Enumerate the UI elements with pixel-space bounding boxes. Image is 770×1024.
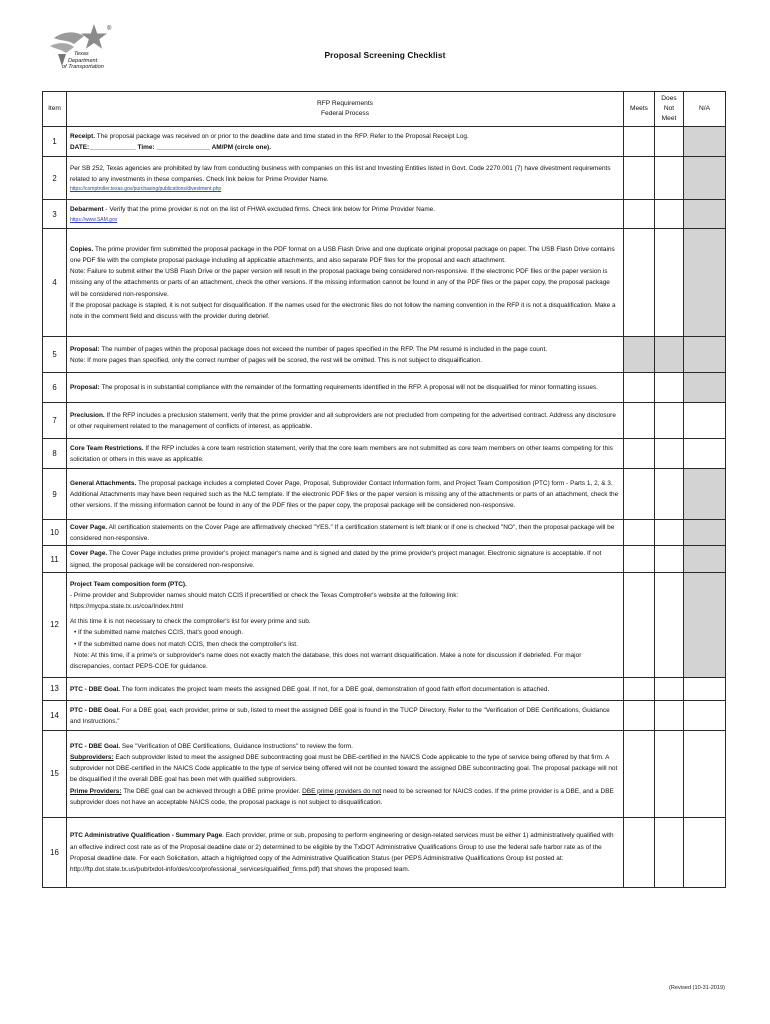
na-cell[interactable] — [684, 469, 726, 520]
na-cell[interactable] — [684, 127, 726, 157]
requirement-text — [67, 229, 624, 337]
col-requirements — [67, 92, 624, 127]
na-cell[interactable] — [684, 700, 726, 730]
subproviders-text: Each subprovider listed to meet the assigned DBE subcontracting goal must be DBE-certified in the NAICS Code applicable to the type of service being offered by that firm. A subprovider not DBE-certified in the NAICS Code applicable to the type of service being offered will not be counted toward the assigned DBE subcontracting goal. The proposal package will not be disqualified if the overall DBE goal has been met with qualified subproviders. — [70, 753, 618, 784]
requirement-text — [67, 200, 624, 229]
na-cell[interactable] — [684, 373, 726, 403]
req-lead: Copies. — [70, 245, 94, 253]
table-row — [43, 730, 726, 817]
requirement-text — [67, 817, 624, 887]
col-meets: Meets — [624, 92, 655, 127]
req-body: - Verify that the prime provider is not on the list of FHWA excluded firms. Check link below for Prime Provider Name. — [103, 206, 436, 214]
meets-cell[interactable] — [624, 700, 655, 730]
requirement-text — [67, 157, 624, 200]
item-number: 15 — [43, 730, 67, 817]
item-number: 6 — [43, 373, 67, 403]
meets-cell[interactable] — [624, 337, 655, 373]
meets-cell[interactable] — [624, 200, 655, 229]
req-date-line: DATE:_____________ Time: _______________ AM/PM (circle one). — [70, 144, 271, 151]
item-number: 14 — [43, 700, 67, 730]
item-number: 10 — [43, 520, 67, 546]
table-row — [43, 572, 726, 677]
revision-footer: (Revised (10-31-2019) — [669, 985, 725, 991]
prime-providers-emphasis: DBE prime providers do not — [302, 787, 382, 795]
divestment-link[interactable]: https://comptroller.texas.gov/purchasing/publications/divestment.php — [70, 186, 222, 193]
requirement-text — [67, 730, 624, 817]
requirement-text — [67, 520, 624, 546]
req-lead: PTC - DBE Goal. — [70, 742, 121, 750]
meets-cell[interactable] — [624, 817, 655, 887]
req-body: All certification statements on the Cover Page are affirmatively checked "YES." If a certification statement is left blank or if one is checked "NO", then the proposal package will be considered non-responsive. — [70, 524, 615, 543]
req-body: The prime provider firm submitted the proposal package in the PDF format on a USB Flash Drive and one duplicate original proposal package on paper. The USB Flash Drive contains one PDF file with the complete proposal package including all applicable attachments, and also separate PDF files for the proposal and each attachment. — [70, 245, 615, 264]
meets-cell[interactable] — [624, 127, 655, 157]
req-instruction: At this time it is not necessary to check the comptroller's list for every prime and sub. — [70, 618, 311, 626]
na-cell[interactable] — [684, 403, 726, 439]
req-lead: PTC Administrative Qualification - Summary Page — [70, 832, 223, 840]
item-number: 1 — [43, 127, 67, 157]
prime-providers-lead: Prime Providers: — [70, 787, 122, 795]
na-cell[interactable] — [684, 520, 726, 546]
requirement-text — [67, 546, 624, 572]
table-row — [43, 229, 726, 337]
req-note: Note: Failure to submit either the USB Flash Drive or the paper version will result in the proposal package being considered non-responsive. If the electronic PDF files or the paper version is missing any of the attachments or parts of an attachment, check the other versions. If the missing information cannot be found in any of the PDF files or the paper copy, the proposal package will be considered non-responsive. — [70, 268, 610, 298]
table-row — [43, 373, 726, 403]
does-not-meet-cell[interactable] — [655, 127, 684, 157]
table-row — [43, 817, 726, 887]
req-body: The proposal package was received on or prior to the deadline date and time stated in the RFP. Refer to the Proposal Receipt Log. — [95, 132, 469, 140]
req-body: The proposal is in substantial compliance with the remainder of the formatting requirements identified in the RFP. A proposal will not be disqualified for minor formatting issues. — [99, 384, 598, 392]
meets-cell[interactable] — [624, 520, 655, 546]
table-row — [43, 700, 726, 730]
table-row — [43, 677, 726, 700]
req-body: See "Verification of DBE Certifications, Guidance Instructions" to review the form. — [120, 742, 353, 750]
sam-link[interactable]: https://www.SAM.gov — [70, 216, 118, 223]
meets-cell[interactable] — [624, 730, 655, 817]
na-cell[interactable] — [684, 572, 726, 677]
req-lead: Preclusion. — [70, 411, 105, 419]
does-not-meet-cell[interactable] — [655, 546, 684, 572]
meets-cell[interactable] — [624, 546, 655, 572]
req-bullet-1: • If the submitted name matches CCIS, that's good enough. — [74, 629, 244, 637]
req-body: . Each provider, prime or sub, proposing to perform engineering or design-related services must be either 1) administratively qualified with an effective indirect cost rate as of the Proposal deadline date or 2) determined to be eligible by the TxDOT Administrative Qualifications Group to use the federal safe harbor rate as of the Proposal deadline date. For each Solicitation, attach a highlighted copy of the Administrative Qualification Status (per PEPS Administrative Qualifications Group list posted at: http://ftp.dot.state.tx.us/pub/txdot-info/des/cco/professional_services/qualified_firms.pdf) that shows the proposed team. — [70, 832, 614, 874]
req-lead: Cover Page. — [70, 550, 108, 558]
logo-line-2: Department — [68, 57, 98, 64]
meets-cell[interactable] — [624, 469, 655, 520]
requirement-text — [67, 700, 624, 730]
does-not-meet-cell[interactable] — [655, 677, 684, 700]
meets-cell[interactable] — [624, 572, 655, 677]
does-not-meet-cell[interactable] — [655, 700, 684, 730]
meets-cell[interactable] — [624, 439, 655, 469]
req-body: For a DBE goal, each provider, prime or sub, listed to meet the assigned DBE goal is found in the TUCP Directory. Refer to the "Verification of DBE Certifications, Guidance and Instructions." — [70, 706, 610, 725]
table-row — [43, 200, 726, 229]
req-lead: General Attachments. — [70, 479, 137, 487]
table-row — [43, 337, 726, 373]
does-not-meet-cell[interactable] — [655, 439, 684, 469]
item-number: 5 — [43, 337, 67, 373]
table-row — [43, 157, 726, 200]
item-number: 16 — [43, 817, 67, 887]
req-note: Note: At this time, if a prime's or subprovider's name does not exactly match the database, this does not warrant disqualification. Make a note for discussion if debriefed. For major discrepancies, contact PEPS-COE for guidance. — [70, 651, 582, 670]
requirement-text — [67, 439, 624, 469]
req-lead: Debarment — [70, 206, 104, 214]
does-not-meet-cell[interactable] — [655, 730, 684, 817]
item-number: 8 — [43, 439, 67, 469]
subproviders-lead: Subproviders: — [70, 753, 114, 761]
does-not-meet-cell[interactable] — [655, 469, 684, 520]
does-not-meet-cell[interactable] — [655, 373, 684, 403]
table-row — [43, 546, 726, 572]
col-item: Item — [43, 92, 67, 127]
na-cell[interactable] — [684, 200, 726, 229]
table-header-row — [43, 92, 726, 127]
requirement-text — [67, 127, 624, 157]
requirement-text — [67, 373, 624, 403]
requirement-text — [67, 403, 624, 439]
na-cell[interactable] — [684, 677, 726, 700]
na-cell[interactable] — [684, 157, 726, 200]
req-lead: Proposal: — [70, 384, 100, 392]
requirement-text — [67, 469, 624, 520]
table-row — [43, 469, 726, 520]
req-lead: PTC - DBE Goal. — [70, 685, 121, 693]
requirement-text — [67, 572, 624, 677]
req-body: If the RFP includes a core team restriction statement, verify that the core team members are not submitted as core team members on other teams competing for this solicitation or others in this wave as applicable. — [70, 444, 613, 463]
req-lead: Core Team Restrictions. — [70, 444, 144, 452]
table-row — [43, 520, 726, 546]
req-body: The proposal package includes a completed Cover Page, Proposal, Subprovider Contact Information form, and Project Team Composition (PTC) form - Parts 1, 2, & 3. Additional Attachments may have been required such as the NLC template. If the electronic PDF files or the paper version is missing any of the attachments or parts of an attachment, check the other versions. If the missing information cannot be found in any of the PDF files or the paper copy, the proposal package will be considered non-responsive. — [70, 479, 619, 510]
table-row — [43, 403, 726, 439]
logo-line-1: Texas — [74, 51, 89, 57]
does-not-meet-cell[interactable] — [655, 337, 684, 373]
requirement-text — [67, 337, 624, 373]
checklist-table — [42, 91, 726, 888]
item-number: 3 — [43, 200, 67, 229]
meets-cell[interactable] — [624, 403, 655, 439]
na-cell[interactable] — [684, 439, 726, 469]
req-lead: Proposal: — [70, 345, 100, 353]
na-cell[interactable] — [684, 730, 726, 817]
page-title: Proposal Screening Checklist — [324, 50, 446, 60]
does-not-meet-cell[interactable] — [655, 520, 684, 546]
item-number: 2 — [43, 157, 67, 200]
na-cell[interactable] — [684, 817, 726, 887]
col-does-not-meet — [655, 92, 684, 127]
item-number: 4 — [43, 229, 67, 337]
does-not-meet-cell[interactable] — [655, 817, 684, 887]
prime-providers-text-2: need to be screened for NAICS codes. If the prime provider is a DBE, and a DBE subprovider does not have an acceptable NAICS code, the proposal package is not subject to disqualification. — [70, 787, 614, 806]
meets-cell[interactable] — [624, 157, 655, 200]
does-not-meet-cell[interactable] — [655, 229, 684, 337]
does-not-meet-cell[interactable] — [655, 157, 684, 200]
req-lead: Cover Page. — [70, 524, 108, 531]
does-not-meet-cell[interactable] — [655, 572, 684, 677]
does-not-meet-cell[interactable] — [655, 403, 684, 439]
registered-mark: ® — [107, 26, 112, 32]
comptroller-link[interactable]: https://mycpa.state.tx.us/coa/Index.html — [70, 602, 184, 610]
req-body: The Cover Page includes prime provider's project manager's name and is signed and dated by the prime provider's project manager. Electronic signature is acceptable. If not signed, the proposal package will be considered non-responsive. — [70, 550, 602, 569]
item-number: 9 — [43, 469, 67, 520]
col-req-subtitle: Federal Process — [320, 110, 369, 117]
col-na: N/A — [684, 92, 726, 127]
meets-cell[interactable] — [624, 677, 655, 700]
table-row — [43, 127, 726, 157]
req-body: The form indicates the project team meets the assigned DBE goal. If not, for a DBE goal, demonstration of good faith effort documentation is attached. — [120, 685, 550, 693]
logo-line-3: of Transportation — [62, 64, 104, 70]
req-lead: Receipt. — [70, 132, 96, 140]
na-cell[interactable] — [684, 229, 726, 337]
req-lead: Project Team composition form (PTC). — [70, 580, 187, 588]
req-body: If the RFP includes a preclusion statement, verify that the prime provider and all subproviders are not precluded from competing for the advertised contract. Address any disclosure or other requirement related to the management of conflicts of interest, as applicable. — [70, 411, 616, 430]
item-number: 13 — [43, 677, 67, 700]
meets-cell[interactable] — [624, 373, 655, 403]
col-dnm-3: Meet — [661, 115, 677, 122]
req-bullet-2: • If the submitted name does not match CCIS, then check the comptroller's list. — [74, 640, 298, 648]
req-body: - Prime provider and Subprovider names should match CCIS if precertified or check the Texas Comptroller's website at the following link: — [70, 591, 459, 599]
col-dnm-2: Not — [663, 105, 675, 112]
requirement-text — [67, 677, 624, 700]
does-not-meet-cell[interactable] — [655, 200, 684, 229]
col-req-title: RFP Requirements — [317, 100, 373, 107]
col-dnm-1: Does — [661, 95, 677, 102]
item-number: 11 — [43, 546, 67, 572]
meets-cell[interactable] — [624, 229, 655, 337]
req-note-2: If the proposal package is stapled, it is not subject for disqualification. If the names used for the electronic files do not follow the naming convention in the RFP it is not a disqualification. Make a note in the comment field and discuss with the provider during debrief. — [70, 301, 616, 320]
item-number: 12 — [43, 572, 67, 677]
table-row — [43, 439, 726, 469]
item-number: 7 — [43, 403, 67, 439]
na-cell[interactable] — [684, 337, 726, 373]
prime-providers-text: The DBE goal can be achieved through a DBE prime provider. — [121, 787, 303, 795]
na-cell[interactable] — [684, 546, 726, 572]
req-lead: PTC - DBE Goal. — [70, 706, 121, 714]
req-body: The number of pages within the proposal package does not exceed the number of pages specified in the RFP. The PM resumé is included in the page count. — [99, 345, 548, 353]
req-note: Note: If more pages than specified, only the correct number of pages will be scored, the rest will be omitted. This is not subject to disqualification. — [70, 357, 483, 364]
req-body: Per SB 252, Texas agencies are prohibited by law from conducting business with companies on this list and Investing Entities listed in Govt. Code 2270.001 (7) have divestment requirements related to any investments in these companies. Check link below for Prime Provider Name. — [70, 164, 611, 183]
